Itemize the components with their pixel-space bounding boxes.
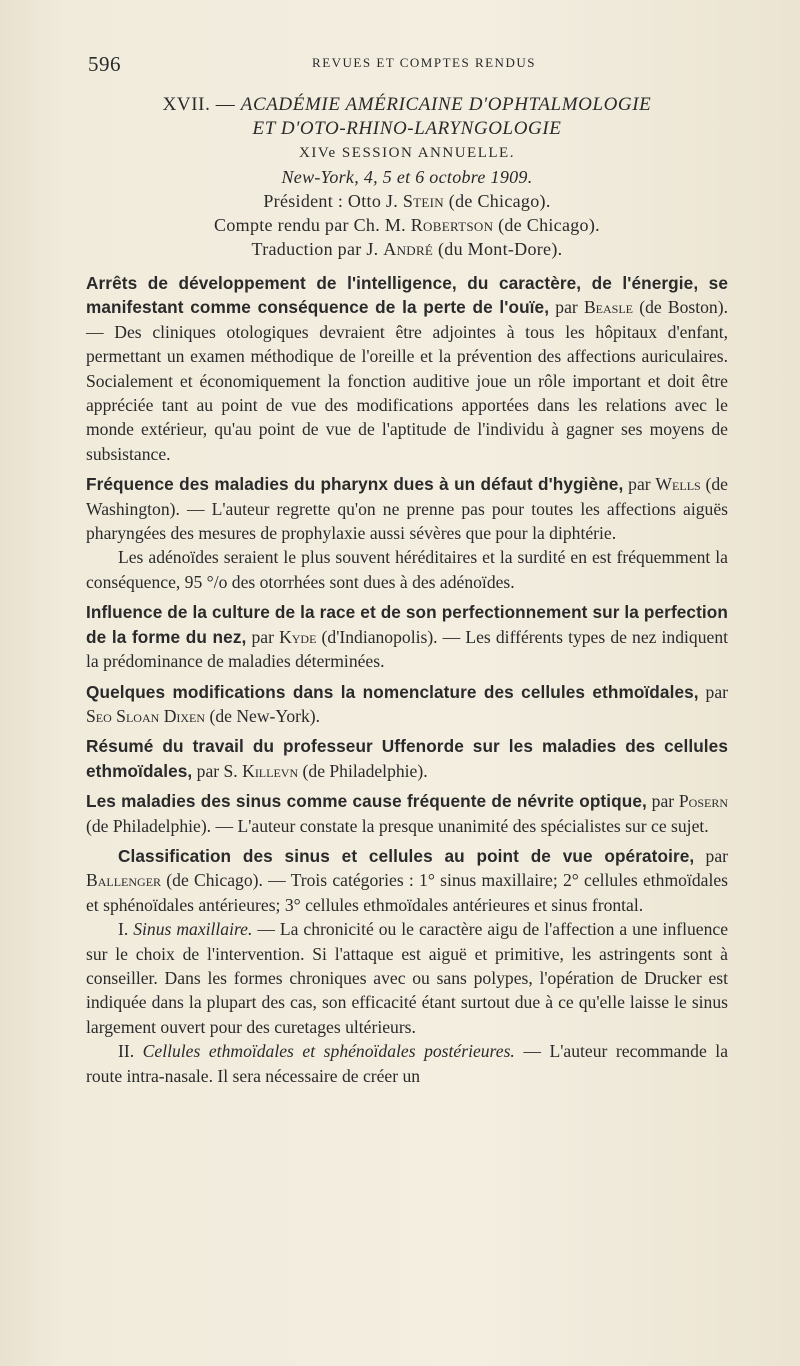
- entry-7-part-1-heading: Sinus maxillaire.: [133, 919, 253, 940]
- entry-4-title: Quelques modifications dans la nomenclature des cellules ethmoïdales,: [86, 681, 699, 702]
- article-body: [86, 92, 728, 1088]
- report-label: Compte rendu par Ch. M.: [214, 215, 411, 235]
- report-line: [86, 213, 728, 237]
- place-date: New-York, 4, 5 et 6 octobre 1909.: [281, 167, 533, 187]
- entry-4: [86, 680, 728, 729]
- entry-5: [86, 734, 728, 783]
- section-header: [86, 92, 728, 261]
- entry-6-text: (de Philadelphie). — L'auteur constate la presque unanimité des spécialistes sur ce sujet.: [86, 815, 709, 836]
- entry-6-by: par: [646, 791, 679, 812]
- entry-2-paragraph-2: Les adénoïdes seraient le plus souvent héréditaires et la surdité en est fréquemment la conséquence, 95 °/o des otorrhées sont dues à des adénoïdes.: [86, 547, 728, 592]
- president-city: (de Chicago).: [443, 191, 551, 211]
- entry-7-part-1-text: — La chronicité ou le caractère aigu de l'affection a une influence sur le choix de l'intervention. Si l'attaque est aiguë et primitive, les astringents sont à conseiller. Dans les formes chroniques avec ou sans polypes, l'opération de Drucker est indiquée dans la plupart des cas, son efficacité étant surtout due à ce qu'elle laisse le sinus largement ouvert pour des curetages ultérieurs.: [86, 919, 729, 1037]
- entry-3-author: Kyde: [279, 626, 317, 647]
- section-title-line1: [86, 92, 728, 117]
- president-label: Président : Otto J.: [263, 191, 403, 211]
- entry-4-author: Seo Sloan Dixen: [86, 705, 206, 726]
- running-header: [88, 52, 740, 78]
- entry-5-author: Killevn: [242, 760, 299, 781]
- entry-4-text: (de New-York).: [205, 705, 321, 726]
- session-line: XIVe SESSION ANNUELLE.: [299, 145, 515, 161]
- entry-1-author: Beasle: [583, 297, 634, 318]
- place-date-line: [86, 165, 728, 189]
- entry-2-by: par: [623, 474, 656, 495]
- entry-5-by: par S.: [192, 760, 243, 781]
- entry-1: [86, 271, 728, 466]
- entry-3-title: Influence de la culture de la race et de son perfectionnement sur la perfection de la forme du nez,: [86, 602, 728, 647]
- entry-5-title: Résumé du travail du professeur Uffenorde sur les maladies des cellules ethmoïdales,: [86, 736, 728, 781]
- running-title: REVUES ET COMPTES RENDUS: [312, 55, 536, 70]
- entry-3-by: par: [246, 626, 280, 647]
- entry-1-title: Arrêts de développement de l'intelligence, du caractère, de l'énergie, se manifestant comme conséquence de la perte de l'ouïe,: [86, 273, 728, 318]
- translation-city: (du Mont-Dore).: [433, 239, 563, 259]
- president-name: Stein: [402, 191, 444, 211]
- president-line: [86, 189, 728, 213]
- entry-7-part-2-heading: Cellules ethmoïdales et sphénoïdales postérieures.: [142, 1041, 515, 1062]
- entry-3: [86, 600, 728, 673]
- entry-7-author: Ballenger: [86, 870, 162, 891]
- entry-5-text: (de Philadelphie).: [298, 760, 428, 781]
- entry-7-part-2-text: — L'auteur recommande la route intra-nasale. Il sera nécessaire de créer un: [86, 1041, 728, 1086]
- entry-7-title: Classification des sinus et cellules au point de vue opératoire,: [118, 845, 695, 866]
- report-name: Robertson: [410, 215, 494, 235]
- section-number: XVII. —: [162, 94, 236, 115]
- translation-line: [86, 237, 728, 261]
- entry-7-by: par: [694, 845, 728, 866]
- entry-2-title: Fréquence des maladies du pharynx dues à un défaut d'hygiène,: [86, 474, 624, 495]
- entry-2: [86, 472, 728, 545]
- entry-7-part-2: [86, 1039, 728, 1088]
- entry-1-by: par: [549, 297, 584, 318]
- entry-2-author: Wells: [655, 474, 701, 495]
- entry-7: [86, 844, 728, 917]
- entry-7-text: (de Chicago). — Trois catégories : 1° sinus maxillaire; 2° cellules ethmoïdales et sphénoïdales antérieures; 3° cellules ethmoïdales antérieures et sinus frontal.: [86, 870, 728, 915]
- page-number: 596: [88, 52, 121, 76]
- entry-7-part-2-label: II.: [118, 1041, 143, 1062]
- entry-6: [86, 789, 728, 838]
- translation-label: Traduction par J.: [251, 239, 384, 259]
- entry-2-text: (de Washington). — L'auteur regrette qu'on ne prenne pas pour toutes les affections aiguës pharyngées des mesures de prophylaxie aussi sévères que pour la diphtérie.: [86, 474, 728, 544]
- section-title-part1: ACADÉMIE AMÉRICAINE D'OPHTALMOLOGIE: [240, 94, 652, 115]
- entry-4-by: par: [698, 681, 728, 702]
- entry-6-author: Posern: [678, 791, 729, 812]
- entry-6-title: Les maladies des sinus comme cause fréquente de névrite optique,: [86, 791, 647, 812]
- section-title-line2: ET D'OTO-RHINO-LARYNGOLOGIE: [252, 118, 562, 139]
- report-city: (de Chicago).: [493, 215, 600, 235]
- entry-7-part-1-label: I.: [118, 919, 134, 940]
- translation-name: André: [383, 239, 434, 259]
- entry-7-part-1: [86, 917, 728, 1039]
- entry-1-text: (de Boston). — Des cliniques otologiques devraient être adjointes à tous les hôpitaux d'enfant, permettant un examen méthodique de l'oreille et la prévention des affections auriculaires. Socialement et économiquement la fonction auditive joue un rôle important et doit être appréciée tant au point de vue des modifications apportées dans les relations avec le monde extérieur, qu'au point de vue de l'aptitude de l'individu à gagner ses moyens de subsistance.: [86, 297, 728, 464]
- entry-3-text: (d'Indianopolis). — Les différents types de nez indiquent la prédominance de maladies déterminées.: [86, 626, 728, 672]
